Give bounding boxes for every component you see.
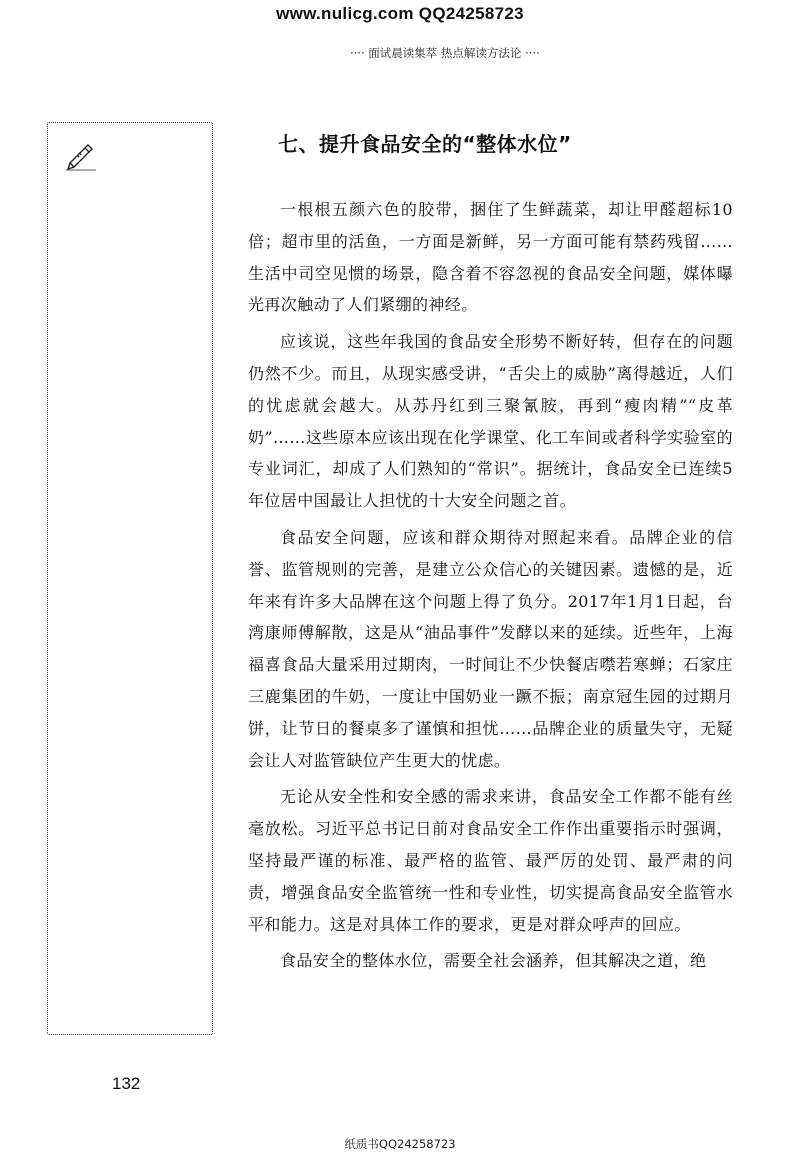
watermark-top: www.nulicg.com QQ24258723 — [276, 4, 524, 23]
article — [248, 128, 733, 982]
section-title: 七、提升食品安全的“整体水位” — [278, 132, 572, 156]
note-box — [47, 122, 213, 1035]
paragraph-2: 应该说，这些年我国的食品安全形势不断好转，但存在的问题仍然不少。而且，从现实感受讲，“舌尖上的威胁”离得越近，人们的忧虑就会越大。从苏丹红到三聚氰胺，再到“瘦肉精”“皮革奶”……这些原本应该出现在化学课堂、化工车间或者科学实验室的专业词汇，却成了人们熟知的“常识”。据统计，食品安全已连续5年位居中国最让人担忧的十大安全问题之首。 — [248, 332, 733, 511]
paragraph-4: 无论从安全性和安全感的需求来讲，食品安全工作都不能有丝毫放松。习近平总书记日前对食品安全工作作出重要指示时强调，坚持最严谨的标准、最严格的监管、最严厉的处罚、最严肃的问责，增强食品安全监管统一性和专业性，切实提高食品安全监管水平和能力。这是对具体工作的要求，更是对群众呼声的回应。 — [248, 787, 733, 934]
page-number: 132 — [112, 1074, 141, 1093]
paragraph-5: 食品安全的整体水位，需要全社会涵养，但其解决之道，绝 — [280, 951, 707, 971]
paragraph-1: 一根根五颜六色的胶带，捆住了生鲜蔬菜，却让甲醛超标10倍；超市里的活鱼，一方面是新鲜，另一方面可能有禁药残留……生活中司空见惯的场景，隐含着不容忽视的食品安全问题，媒体曝光再次触动了人们紧绷的神经。 — [248, 200, 733, 315]
watermark-bottom: 纸质书QQ24258723 — [344, 1137, 456, 1151]
pencil-icon — [64, 137, 98, 171]
paragraph-3: 食品安全问题，应该和群众期待对照起来看。品牌企业的信誉、监管规则的完善，是建立公众信心的关键因素。遗憾的是，近年来有许多大品牌在这个问题上得了负分。2017年1月1日起，台湾康师傅解散，这是从“油品事件”发酵以来的延续。近些年，上海福喜食品大量采用过期肉，一时间让不少快餐店噤若寒蝉；石家庄三鹿集团的牛奶，一度让中国奶业一蹶不振；南京冠生园的过期月饼，让节日的餐桌多了谨慎和担忧……品牌企业的质量失守，无疑会让人对监管缺位产生更大的忧虑。 — [248, 527, 733, 770]
running-header: ···· 面试晨读集萃 热点解读方法论 ···· — [350, 46, 540, 60]
